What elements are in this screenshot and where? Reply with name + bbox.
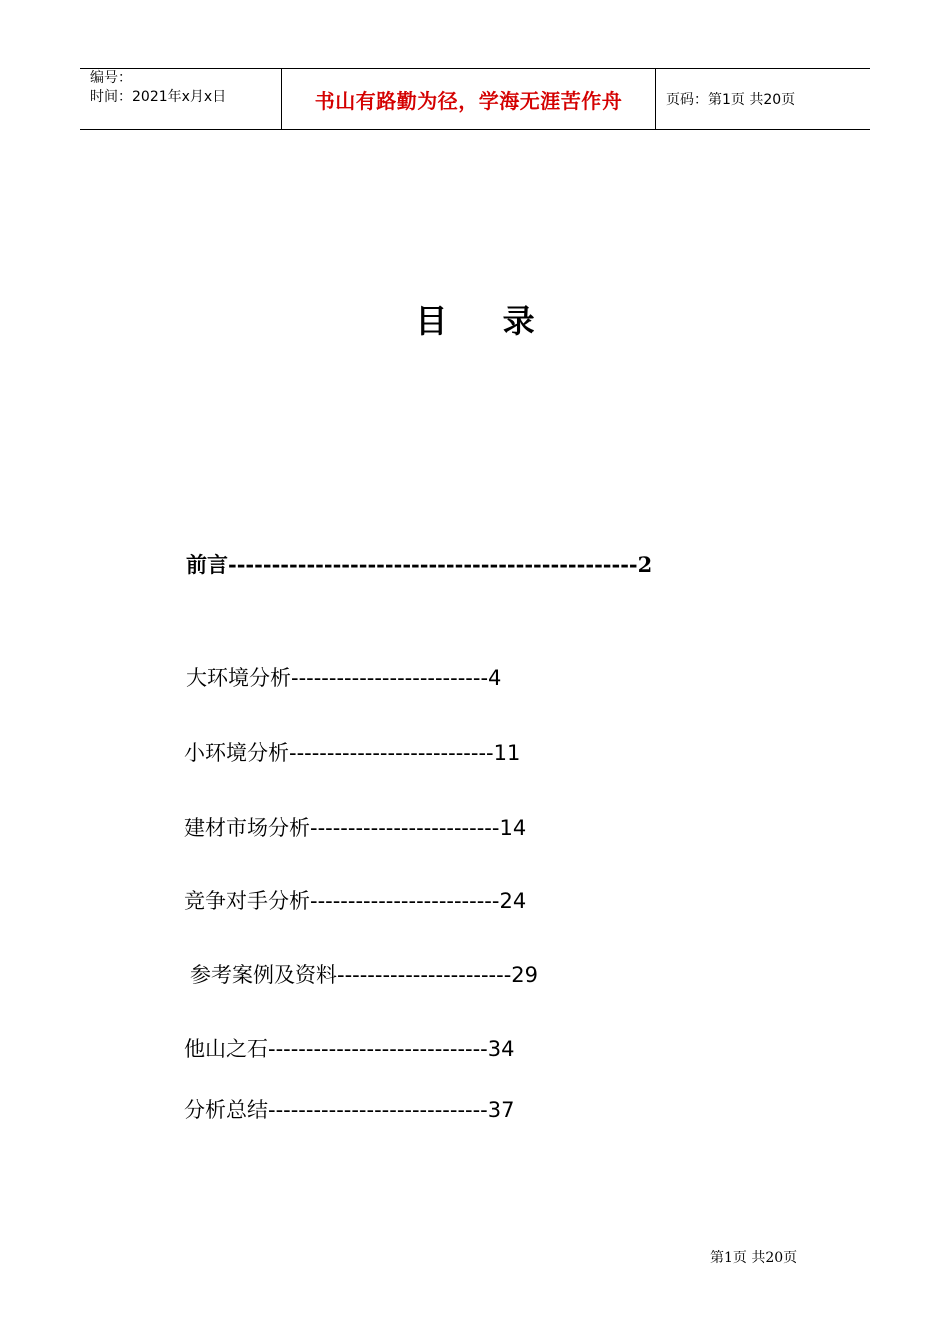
header-left-cell <box>80 69 280 129</box>
toc-title: 目 录 <box>415 302 557 340</box>
toc-entry-other-experiences[interactable] <box>184 1035 515 1063</box>
toc-entry-page: 34 <box>487 1037 515 1061</box>
toc-entry-label: 大环境分析 <box>186 666 291 690</box>
page-footer: 第1页 共20页 <box>710 1250 798 1266</box>
toc-entry-label: 前言 <box>186 552 228 577</box>
toc-entry-label: 他山之石 <box>184 1037 268 1061</box>
toc-entry-page: 4 <box>488 666 502 690</box>
document-time: 时间：2021年x月x日 <box>90 89 227 105</box>
header-middle-cell <box>281 69 656 129</box>
toc-entry-leader: --------------------------- <box>289 741 494 765</box>
toc-entry-building-materials-market[interactable] <box>184 814 526 842</box>
toc-entry-leader: ----------------------------- <box>268 1037 488 1061</box>
page-header <box>80 68 870 130</box>
toc-entry-leader: ----------------------- <box>337 963 512 987</box>
toc-entry-analysis-summary[interactable] <box>184 1096 515 1124</box>
toc-entry-preface[interactable] <box>186 551 652 579</box>
toc-entry-label: 小环境分析 <box>184 741 289 765</box>
toc-entry-competitor-analysis[interactable] <box>184 887 526 915</box>
toc-entry-label: 竞争对手分析 <box>184 889 310 913</box>
toc-entry-leader: ----------------------------------------------- <box>228 552 638 577</box>
toc-entry-macro-environment[interactable] <box>186 664 501 692</box>
toc-entry-page: 24 <box>499 889 527 913</box>
document-number-label: 编号： <box>90 70 132 86</box>
toc-entry-leader: -------------------------- <box>291 666 489 690</box>
toc-entry-leader: ------------------------- <box>310 816 500 840</box>
toc-entry-label: 建材市场分析 <box>184 816 310 840</box>
header-motto: 书山有路勤为径，学海无涯苦作舟 <box>314 88 623 113</box>
toc-entry-leader: ----------------------------- <box>268 1098 488 1122</box>
toc-entry-page: 29 <box>511 963 539 987</box>
header-page-code: 页码：第1页 共20页 <box>666 92 796 108</box>
toc-entry-page: 2 <box>637 552 653 577</box>
toc-entry-page: 14 <box>499 816 527 840</box>
header-right-cell <box>656 69 870 129</box>
toc-entry-page: 11 <box>493 741 521 765</box>
toc-entry-label: 分析总结 <box>184 1098 268 1122</box>
toc-entry-micro-environment[interactable] <box>184 739 520 767</box>
toc-entry-label: 参考案例及资料 <box>190 963 337 987</box>
toc-entry-reference-cases[interactable] <box>190 961 538 989</box>
toc-entry-leader: ------------------------- <box>310 889 500 913</box>
toc-entry-page: 37 <box>487 1098 515 1122</box>
